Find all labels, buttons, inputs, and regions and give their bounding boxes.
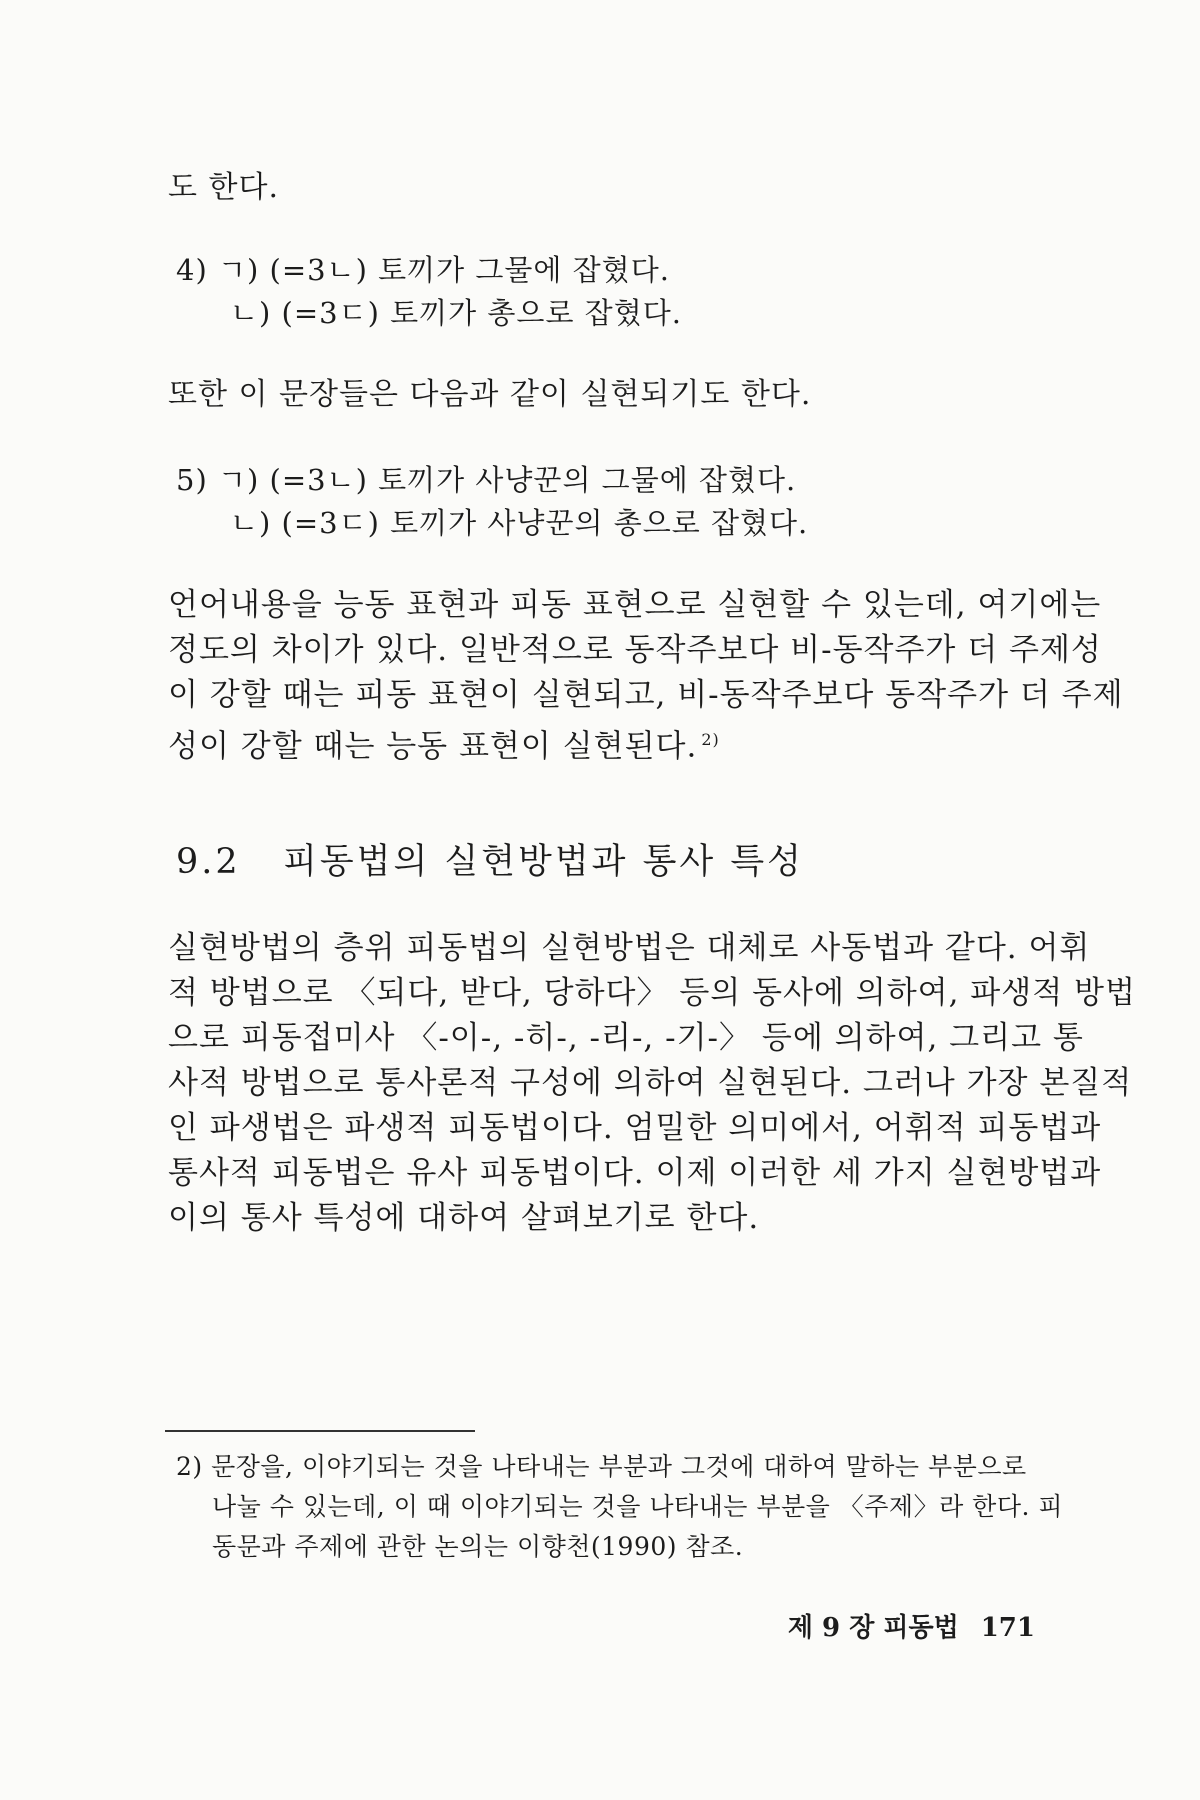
paragraph-line: 으로 피동접미사 〈-이-, -히-, -리-, -기-〉 등에 의하여, 그리고 통	[168, 1020, 1084, 1056]
page-footer	[788, 1607, 1035, 1644]
paragraph-line: 적 방법으로 〈되다, 받다, 당하다〉 등의 동사에 의하여, 파생적 방법	[168, 975, 1136, 1011]
paragraph-line	[168, 720, 720, 766]
footnote-line: 2) 문장을, 이야기되는 것을 나타내는 부분과 그것에 대하여 말하는 부분으로	[176, 1452, 1027, 1481]
paragraph-text: 성이 강할 때는 능동 표현이 실현된다.	[168, 728, 698, 765]
footnote-line: 나눌 수 있는데, 이 때 이야기되는 것을 나타내는 부분을 〈주제〉라 한다. 피	[212, 1492, 1064, 1521]
paragraph-line: 실현방법의 층위 피동법의 실현방법은 대체로 사동법과 같다. 어휘	[168, 930, 1091, 966]
paragraph-line: 정도의 차이가 있다. 일반적으로 동작주보다 비-동작주가 더 주제성	[168, 632, 1102, 668]
text-line: 또한 이 문장들은 다음과 같이 실현되기도 한다.	[168, 377, 812, 412]
section-title: 피동법의 실현방법과 통사 특성	[283, 842, 804, 882]
footnote-divider	[165, 1430, 475, 1432]
example-5b: ㄴ) (=3ㄷ) 토끼가 사냥꾼의 총으로 잡혔다.	[230, 506, 809, 540]
page-number: 171	[980, 1613, 1035, 1643]
footnote-line: 동문과 주제에 관한 논의는 이향천(1990) 참조.	[212, 1532, 744, 1561]
paragraph-line: 이의 통사 특성에 대하여 살펴보기로 한다.	[168, 1200, 760, 1236]
example-5a: 5) ㄱ) (=3ㄴ) 토끼가 사냥꾼의 그물에 잡혔다.	[176, 463, 797, 497]
example-4b: ㄴ) (=3ㄷ) 토끼가 총으로 잡혔다.	[230, 296, 682, 330]
paragraph-line: 통사적 피동법은 유사 피동법이다. 이제 이러한 세 가지 실현방법과	[168, 1155, 1102, 1191]
paragraph-line: 이 강할 때는 피동 표현이 실현되고, 비-동작주보다 동작주가 더 주제	[168, 677, 1124, 713]
example-4a: 4) ㄱ) (=3ㄴ) 토끼가 그물에 잡혔다.	[176, 253, 670, 287]
footnote-marker: 2)	[701, 730, 720, 749]
paragraph-line: 인 파생법은 파생적 피동법이다. 엄밀한 의미에서, 어휘적 피동법과	[168, 1110, 1102, 1146]
paragraph-line: 언어내용을 능동 표현과 피동 표현으로 실현할 수 있는데, 여기에는	[168, 587, 1102, 623]
section-heading	[176, 842, 804, 882]
section-number: 9.2	[176, 842, 241, 882]
paragraph-line: 사적 방법으로 통사론적 구성에 의하여 실현된다. 그러나 가장 본질적	[168, 1065, 1133, 1101]
text-line: 도 한다.	[168, 170, 280, 205]
running-footer-chapter: 제 9 장 피동법	[787, 1613, 959, 1643]
